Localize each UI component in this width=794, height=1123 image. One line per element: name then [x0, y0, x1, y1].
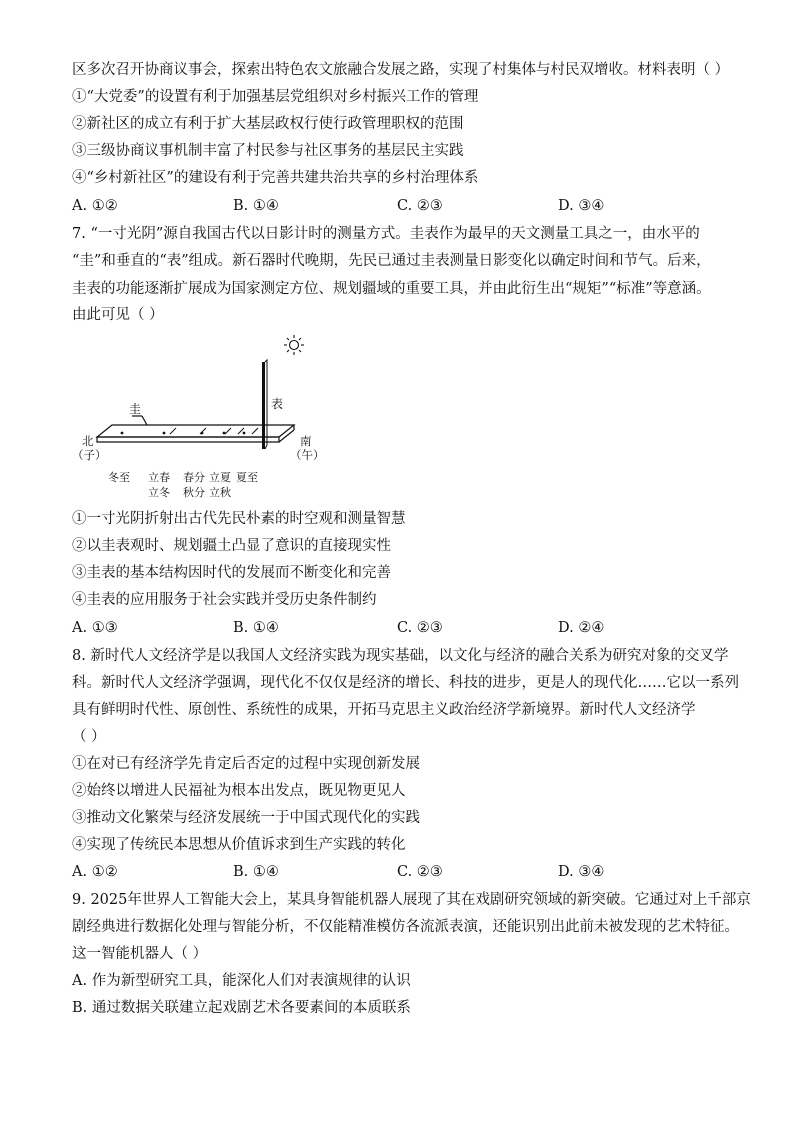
q7-option-3: ③圭表的基本结构因时代的发展而不断变化和完善 — [72, 565, 391, 581]
q6-option-4: ④“乡村新社区”的建设有利于完善共建共治共享的乡村治理体系 — [72, 170, 479, 186]
q7-choice-c[interactable]: C. ②③ — [397, 620, 443, 636]
q6-choice-a[interactable]: A. ①② — [72, 198, 118, 214]
q8-stem-line-4: （ ） — [72, 729, 106, 745]
q8-option-3: ③推动文化繁荣与经济发展统一于中国式现代化的实践 — [72, 810, 420, 826]
q8-option-4: ④实现了传统民本思想从价值诉求到生产实践的转化 — [72, 837, 406, 853]
q8-stem-line-3: 具有鲜明时代性、原创性、系统性的成果，开拓马克思主义政治经济学新境界。新时代人文经济学 — [72, 702, 696, 718]
mark-lidong: 立冬 — [148, 486, 170, 499]
mark-xiazhi: 夏至 — [236, 471, 258, 484]
label-biao: 表 — [271, 397, 284, 411]
q8-choice-a[interactable]: A. ①② — [72, 864, 118, 880]
q9-stem-line-3: 这一智能机器人（ ） — [72, 946, 208, 962]
q6-option-1: ①“大党委”的设置有利于加强基层党组织对乡村振兴工作的管理 — [72, 89, 479, 105]
q9-option-b[interactable]: B. 通过数据关联建立起戏剧艺术各要素间的本质联系 — [72, 1000, 411, 1016]
q9-option-a[interactable]: A. 作为新型研究工具，能深化人们对表演规律的认识 — [72, 973, 411, 989]
mark-liqiu: 立秋 — [209, 486, 231, 499]
label-north: 北 — [82, 434, 94, 448]
mark-lixia: 立夏 — [209, 471, 231, 484]
q9-stem-line-2: 剧经典进行数据化处理与智能分析，不仅能精准模仿各流派表演，还能识别出此前未被发现的艺术特征。 — [72, 919, 739, 935]
mark-dongzhi: 冬至 — [108, 471, 130, 484]
q8-choice-b[interactable]: B. ①④ — [233, 864, 279, 880]
q8-stem-line-1: 8. 新时代人文经济学是以我国人文经济实践为现实基础，以文化与经济的融合关系为研究对象的交叉学 — [72, 648, 729, 664]
mark-lichun: 立春 — [148, 471, 170, 484]
q7-option-1: ①一寸光阴折射出古代先民朴素的时空观和测量智慧 — [72, 511, 406, 527]
q8-stem-line-2: 科。新时代人文经济学强调，现代化不仅仅是经济的增长、科技的进步，更是人的现代化……它以一系列 — [72, 675, 739, 691]
q6-choice-b[interactable]: B. ①④ — [233, 198, 279, 214]
q6-choice-c[interactable]: C. ②③ — [397, 198, 443, 214]
label-south-wu: （午） — [290, 448, 325, 462]
q6-choices — [72, 196, 732, 216]
q7-choice-a[interactable]: A. ①③ — [72, 620, 118, 636]
q6-option-3: ③三级协商议事机制丰富了村民参与社区事务的基层民主实践 — [72, 143, 464, 159]
q6-option-2: ②新社区的成立有利于扩大基层政权行使行政管理职权的范围 — [72, 116, 464, 132]
q7-stem-line-3: 圭表的功能逐渐扩展成为国家测定方位、规划疆域的重要工具，并由此衍生出“规矩”“标准”等意涵。 — [72, 281, 711, 297]
sun-icon — [284, 335, 304, 355]
q8-choice-d[interactable]: D. ③④ — [558, 864, 605, 880]
q7-choices — [72, 618, 732, 638]
q8-option-1: ①在对已有经济学先肯定后否定的过程中实现创新发展 — [72, 756, 420, 772]
q6-stem: 区多次召开协商议事会，探索出特色农文旅融合发展之路，实现了村集体与村民双增收。材料表明（ ） — [72, 62, 730, 78]
q8-choice-c[interactable]: C. ②③ — [397, 864, 443, 880]
label-north-zi: （子） — [72, 448, 107, 462]
q7-choice-d[interactable]: D. ②④ — [558, 620, 605, 636]
q6-choice-d[interactable]: D. ③④ — [558, 198, 605, 214]
label-south: 南 — [300, 434, 312, 448]
q7-stem-line-1: 7. “一寸光阴”源自我国古代以日影计时的测量方式。圭表作为最早的天文测量工具之一，由水平的 — [72, 226, 700, 242]
mark-qiufen: 秋分 — [183, 486, 205, 499]
label-gui: 圭 — [129, 402, 142, 416]
mark-chunfen: 春分 — [183, 471, 205, 484]
q7-choice-b[interactable]: B. ①④ — [233, 620, 279, 636]
q8-option-2: ②始终以增进人民福祉为根本出发点，既见物更见人 — [72, 783, 406, 799]
q7-option-4: ④圭表的应用服务于社会实践并受历史条件制约 — [72, 592, 377, 608]
q8-choices — [72, 862, 732, 882]
biao-pole — [262, 360, 267, 449]
q9-stem-line-1: 9. 2025年世界人工智能大会上，某具身智能机器人展现了其在戏剧研究领域的新突破。它通过对上千部京 — [72, 892, 751, 908]
gnomon-diagram — [72, 332, 342, 502]
q7-option-2: ②以圭表观时、规划疆土凸显了意识的直接现实性 — [72, 538, 391, 554]
q7-stem-line-2: “圭”和垂直的“表”组成。新石器时代晚期，先民已通过圭表测量日影变化以确定时间和节气。后来， — [72, 253, 711, 269]
q7-stem-line-4: 由此可见（ ） — [72, 307, 164, 323]
